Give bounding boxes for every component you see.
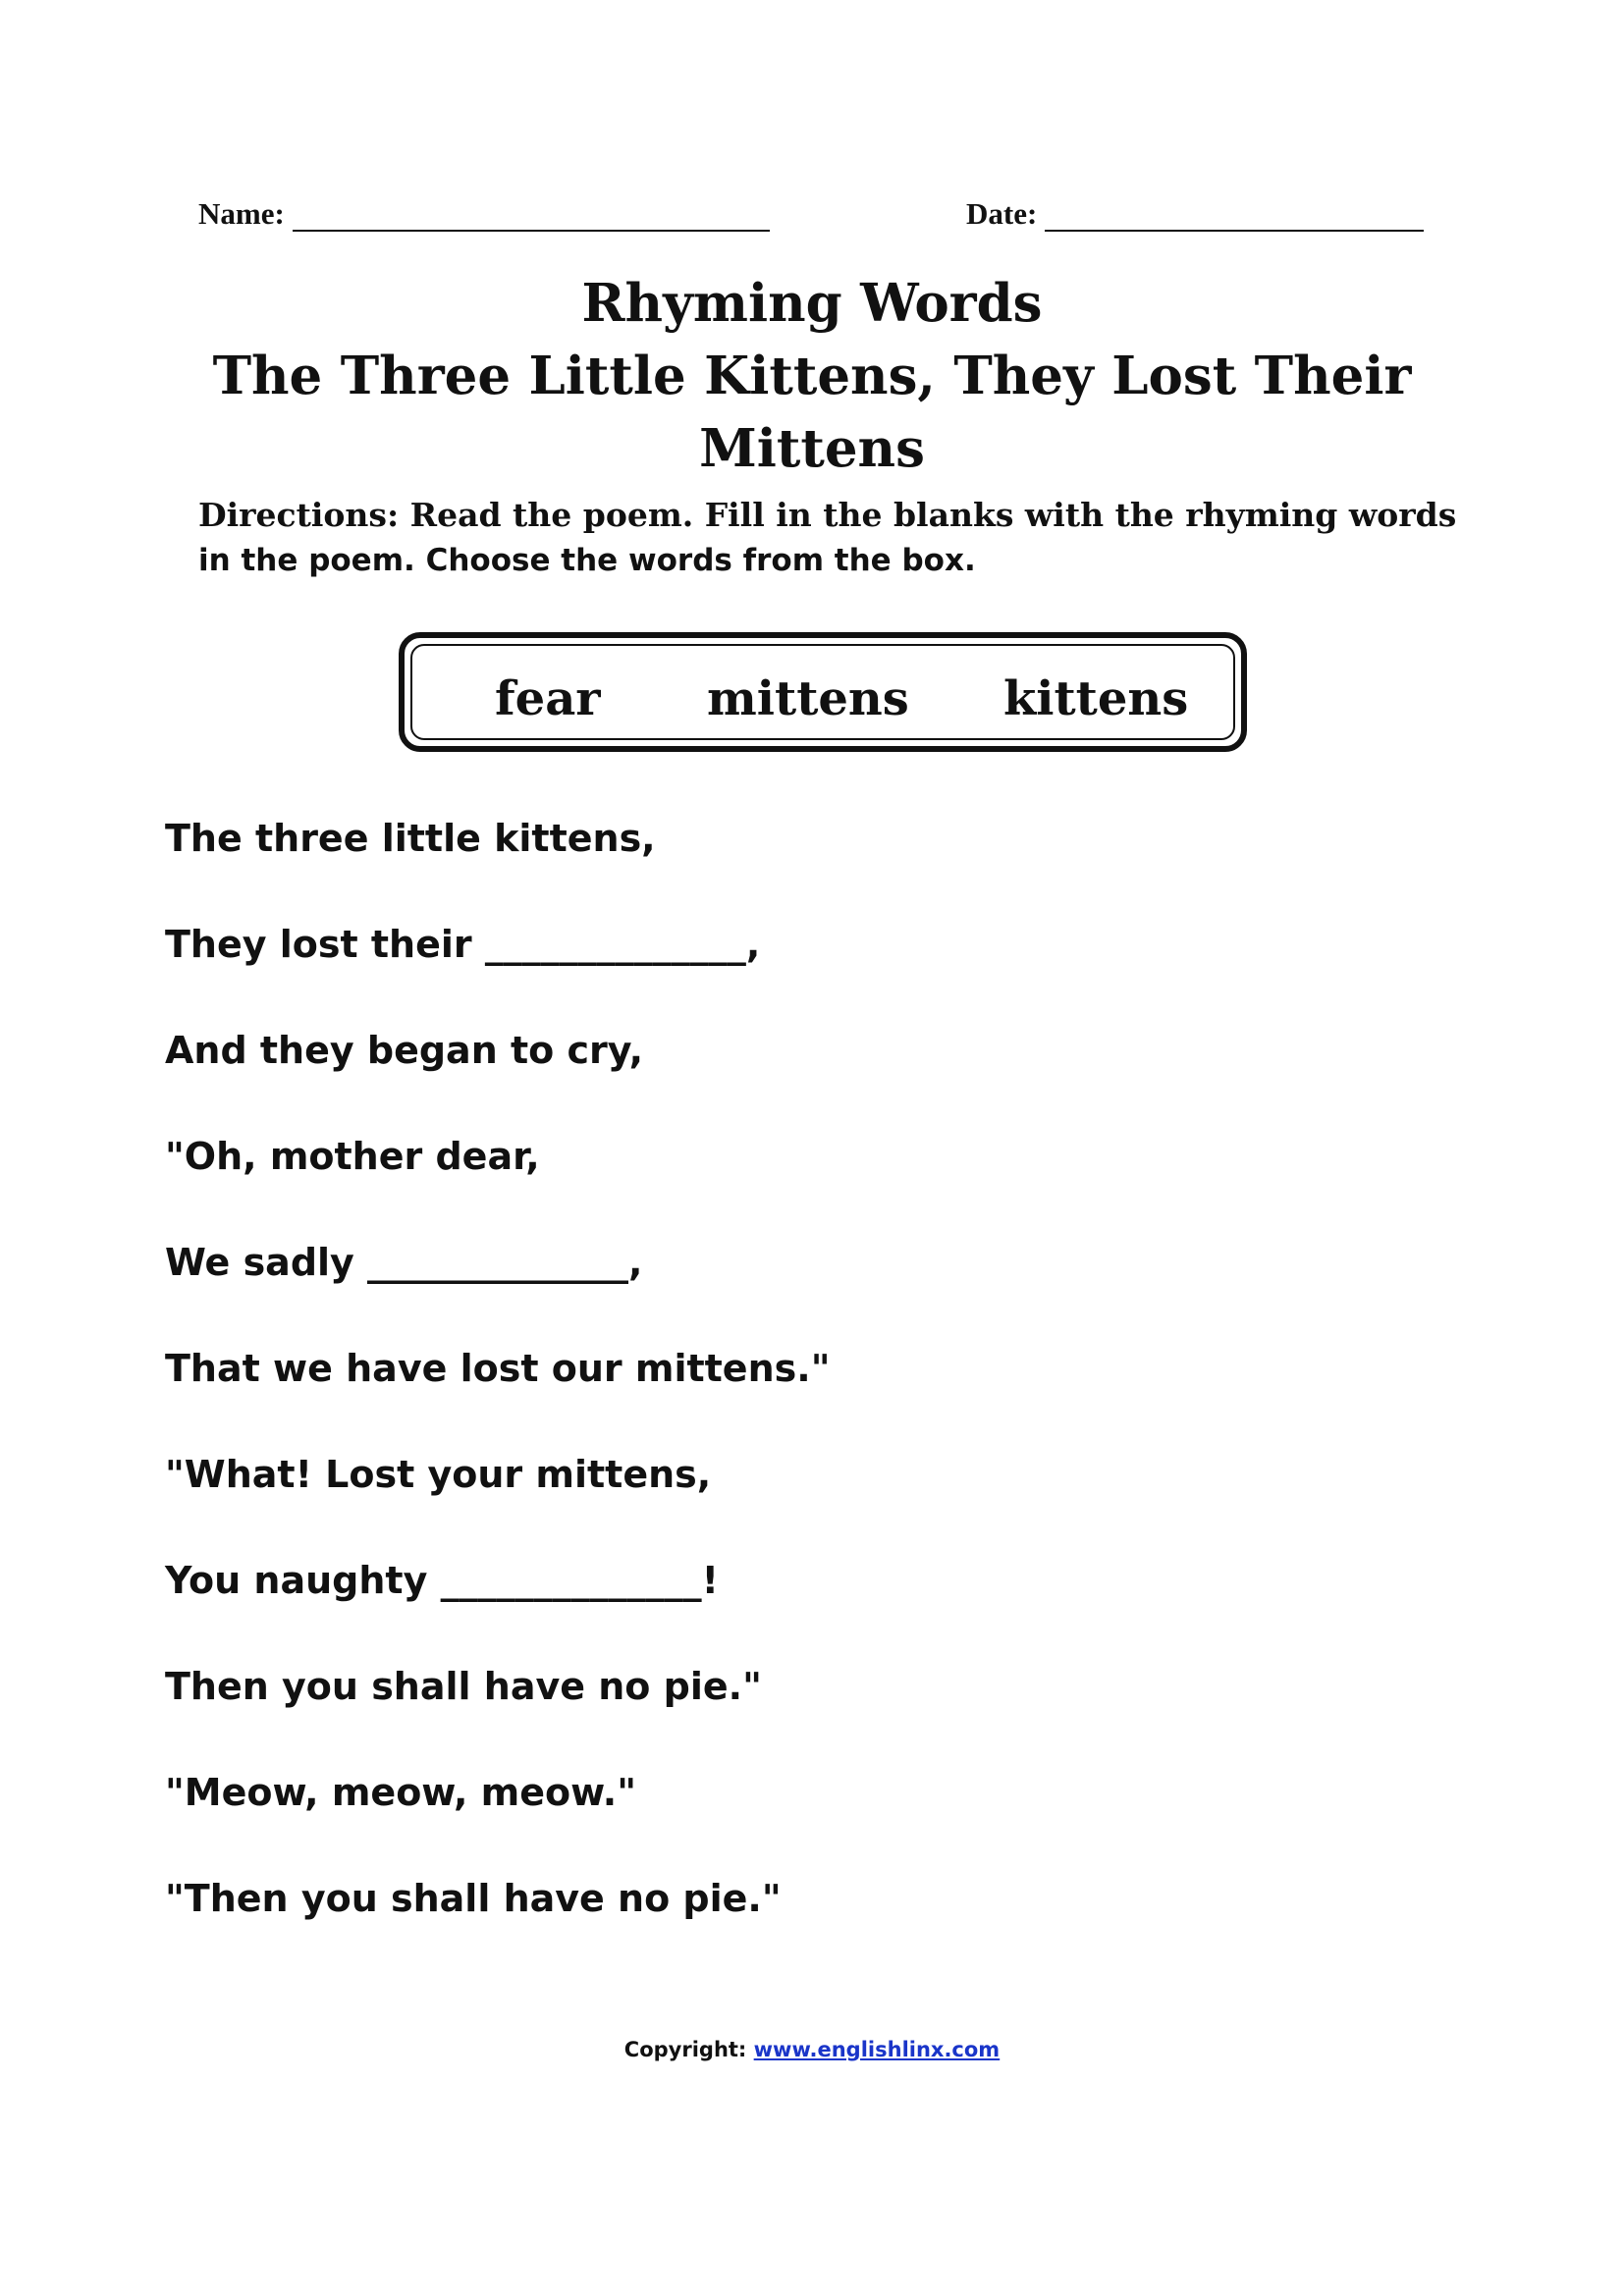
date-field bbox=[966, 196, 1424, 232]
poem-title-line-1: The Three Little Kittens, They Lost Their bbox=[212, 346, 1412, 406]
copyright-link[interactable]: www.englishlinx.com bbox=[753, 2038, 1001, 2061]
word-bank-item: mittens bbox=[707, 671, 909, 726]
name-blank-line bbox=[293, 200, 770, 232]
poem-line-with-blank[interactable]: You naughty ______________! bbox=[165, 1559, 719, 1602]
header-row bbox=[198, 196, 1432, 245]
name-field bbox=[198, 196, 770, 232]
poem-line: "Meow, meow, meow." bbox=[165, 1771, 637, 1814]
copyright-label: Copyright: bbox=[623, 2038, 747, 2061]
poem-line: "Oh, mother dear, bbox=[165, 1135, 540, 1178]
poem-line: The three little kittens, bbox=[165, 817, 656, 860]
word-bank-item: kittens bbox=[1003, 671, 1189, 726]
name-label: Name: bbox=[198, 196, 285, 231]
copyright-footer bbox=[0, 2038, 1624, 2061]
word-bank-item: fear bbox=[495, 671, 601, 726]
directions-line-2: in the poem. Choose the words from the box. bbox=[198, 543, 976, 578]
directions-line-1: Directions: Read the poem. Fill in the blanks with the rhyming words bbox=[198, 496, 1457, 534]
poem-line: That we have lost our mittens." bbox=[165, 1347, 831, 1390]
poem-line: Then you shall have no pie." bbox=[165, 1665, 762, 1708]
poem-line: And they began to cry, bbox=[165, 1029, 644, 1072]
poem-line: "What! Lost your mittens, bbox=[165, 1453, 712, 1496]
poem-line-with-blank[interactable]: They lost their ______________, bbox=[165, 923, 761, 966]
poem-line: "Then you shall have no pie." bbox=[165, 1877, 782, 1920]
title-block bbox=[0, 267, 1624, 485]
directions bbox=[198, 493, 1475, 583]
word-bank-inner-border bbox=[410, 644, 1235, 740]
poem-line-with-blank[interactable]: We sadly ______________, bbox=[165, 1241, 643, 1284]
word-bank-box bbox=[399, 632, 1247, 752]
date-blank-line bbox=[1045, 200, 1424, 232]
page-title: Rhyming Words bbox=[581, 273, 1043, 334]
date-label: Date: bbox=[966, 196, 1038, 231]
poem-title-line-2: Mittens bbox=[699, 418, 925, 479]
